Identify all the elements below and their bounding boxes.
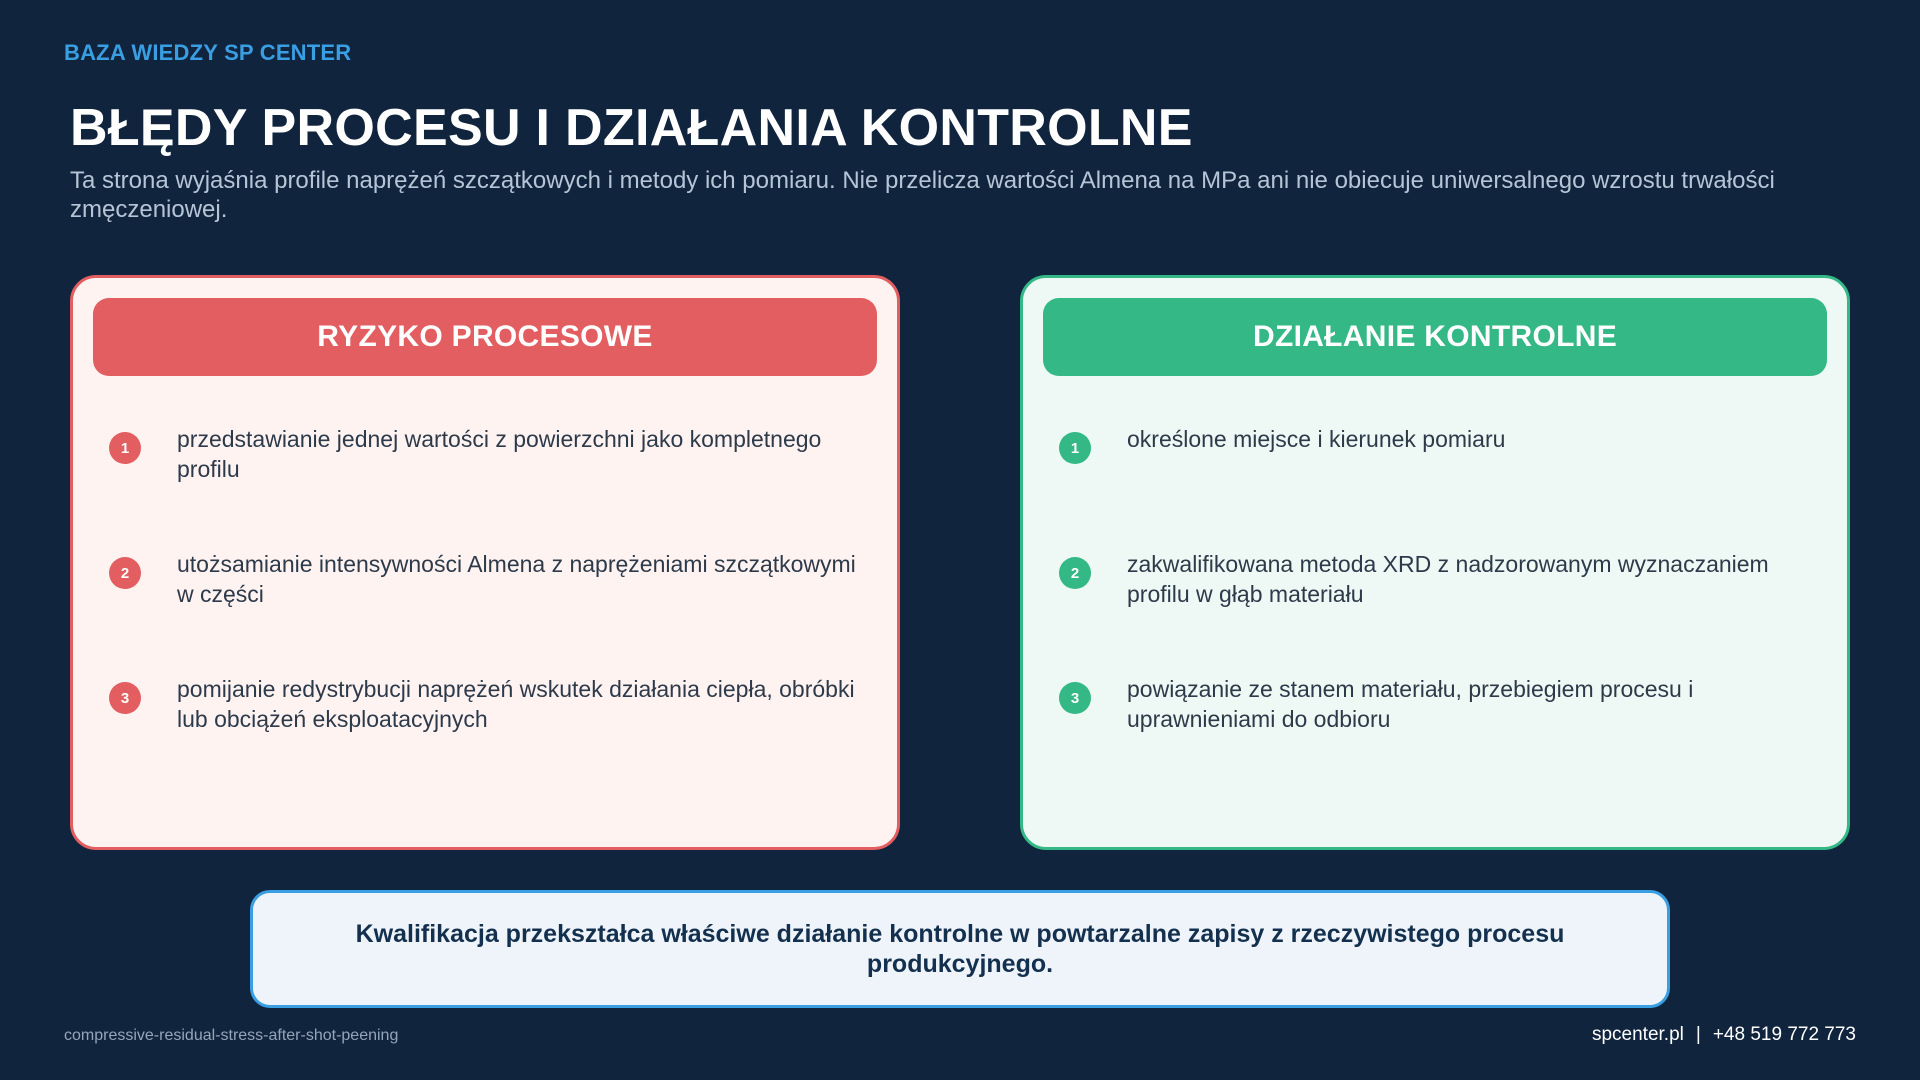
control-item-text: powiązanie ze stanem materiału, przebiegiem procesu i uprawnieniami do odbioru: [1127, 676, 1694, 732]
risk-item-text: przedstawianie jednej wartości z powierzchni jako kompletnego profilu: [177, 426, 822, 482]
footer-separator: |: [1695, 1024, 1701, 1045]
risk-item-text: utożsamianie intensywności Almena z naprężeniami szczątkowymi w części: [177, 551, 856, 607]
footer-slug: compressive-residual-stress-after-shot-peening: [64, 1027, 399, 1044]
page-subtitle: Ta strona wyjaśnia profile naprężeń szczątkowych i metody ich pomiaru. Nie przelicza wartości Almena na MPa ani nie obiecuje uniwersalnego wzrostu trwałości zmęczeniowej.: [70, 167, 1775, 223]
risk-item-text: pomijanie redystrybucji naprężeń wskutek działania ciepła, obróbki lub obciążeń eksploatacyjnych: [177, 676, 855, 732]
number-badge: 3: [1059, 682, 1091, 714]
page-title: BŁĘDY PROCESU I DZIAŁANIA KONTROLNE: [70, 99, 1193, 157]
summary-note-text: Kwalifikacja przekształca właściwe działanie kontrolne w powtarzalne zapisy z rzeczywistego procesu produkcyjnego.: [355, 920, 1565, 978]
risk-item: [109, 424, 869, 494]
number-badge: 2: [109, 557, 141, 589]
number-badge: 2: [1059, 557, 1091, 589]
summary-note: [250, 890, 1670, 1008]
control-item: [1059, 549, 1819, 619]
risk-item: [109, 674, 869, 744]
risk-card-header: RYZYKO PROCESOWE: [93, 298, 877, 376]
risk-card: [70, 275, 900, 850]
control-card-header: DZIAŁANIE KONTROLNE: [1043, 298, 1827, 376]
footer-site-link[interactable]: spcenter.pl: [1591, 1024, 1684, 1045]
control-item: [1059, 674, 1819, 744]
footer-contact: [1592, 1024, 1856, 1046]
control-item-text: zakwalifikowana metoda XRD z nadzorowanym wyznaczaniem profilu w głąb materiału: [1127, 551, 1769, 607]
control-item: [1059, 424, 1819, 494]
number-badge: 1: [109, 432, 141, 464]
risk-item: [109, 549, 869, 619]
footer-phone[interactable]: +48 519 772 773: [1712, 1024, 1856, 1045]
control-item-text: określone miejsce i kierunek pomiaru: [1127, 426, 1506, 452]
brand-label: BAZA WIEDZY SP CENTER: [64, 40, 352, 65]
control-card: [1020, 275, 1850, 850]
number-badge: 3: [109, 682, 141, 714]
number-badge: 1: [1059, 432, 1091, 464]
